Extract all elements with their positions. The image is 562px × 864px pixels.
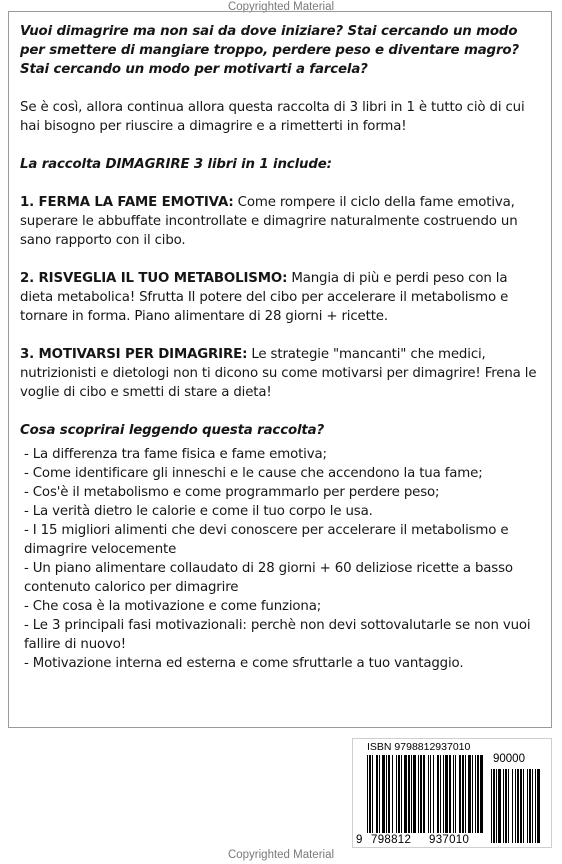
barcode-bar [428, 755, 429, 833]
barcode-bar [404, 755, 407, 833]
barcode-bar [465, 755, 466, 833]
watermark-top: Copyrighted Material [227, 1, 335, 13]
barcode-bar [388, 755, 390, 833]
barcode-bar [420, 755, 422, 833]
barcode-bar [445, 755, 448, 833]
ean-prefix-digit: 9 [356, 834, 363, 846]
book-title-1: 1. FERMA LA FAME EMOTIVA: [20, 195, 234, 210]
book-item-1 [20, 193, 542, 250]
ean-left-digits: 798812 [371, 834, 412, 846]
barcode-bar [379, 755, 380, 833]
barcode-bar [437, 755, 439, 833]
barcode-bar [455, 755, 456, 833]
barcode-bar [408, 755, 410, 833]
barcode-bar [386, 755, 387, 833]
bullet-item: - I 15 migliori alimenti che devi conoscere per accelerare il metabolismo e dimagrire velocemente [24, 523, 509, 557]
intro-paragraph: Se è così, allora continua allora questa raccolta di 3 libri in 1 è tutto ciò di cui hai bisogno per riuscire a dimagrire e a rimetterti in forma! [20, 100, 525, 134]
barcode-addon-bar [493, 769, 495, 843]
bullet-item: - Come identificare gli inneschi e le cause che accendono la tua fame; [24, 466, 483, 481]
barcode-addon-bar [537, 769, 540, 843]
bullet-item: - Un piano alimentare collaudato di 28 giorni + 60 deliziose ricette a basso contenuto calorico per dimagrire [24, 561, 513, 595]
barcode-bar [443, 755, 444, 833]
barcode-bar [477, 755, 479, 833]
barcode-bar [396, 755, 397, 833]
back-cover-text-panel [8, 11, 552, 728]
barcode-bar [382, 755, 385, 833]
barcode-addon-bar [503, 769, 504, 843]
barcode-bar [423, 755, 425, 833]
bullet-item: - La differenza tra fame fisica e fame emotiva; [24, 447, 327, 462]
barcode-bar [418, 755, 419, 833]
barcode-bar [462, 755, 464, 833]
barcode-bar [449, 755, 451, 833]
book-item-3 [20, 345, 542, 402]
discover-heading: Cosa scoprirai leggendo questa raccolta? [20, 423, 325, 438]
barcode-addon-bar [520, 769, 522, 843]
barcode-bar [430, 755, 431, 833]
barcode-bar [433, 755, 434, 833]
isbn-label: ISBN 9798812937010 [367, 741, 471, 753]
barcode-addon-bar [512, 769, 513, 843]
barcode-bar [475, 755, 476, 833]
barcode-addon-bar [508, 769, 509, 843]
barcode-bar [480, 755, 483, 833]
barcode-bar [411, 755, 412, 833]
barcode-addon-bar [529, 769, 531, 843]
bullet-item: - Cos'è il metabolismo e come programmarlo per perdere peso; [24, 485, 440, 500]
book-title-3: 3. MOTIVARSI PER DIMAGRIRE: [20, 347, 248, 362]
ean-right-digits: 937010 [429, 834, 470, 846]
barcode-addon-bar [491, 769, 492, 843]
bullet-item: - Le 3 principali fasi motivazionali: perchè non devi sottovalutarle se non vuoi fallire di nuovo! [24, 618, 531, 652]
barcode-bar [376, 755, 378, 833]
barcode-bar [398, 755, 400, 833]
barcode-bar [440, 755, 441, 833]
barcode-addon-bar [532, 769, 533, 843]
price-code: 90000 [493, 753, 525, 765]
book-desc-2: Mangia di più e perdi peso con la dieta metabolica! Sfrutta Il potere del cibo per accelerare il metabolismo e tornare in forma. Piano alimentare di 28 giorni + ricette. [20, 271, 509, 324]
barcode-bar [413, 755, 416, 833]
book-desc-3: Le strategie "mancanti" che medici, nutrizionisti e dietologi non ti dicono su come motivarsi per dimagrire! Frena le voglie di cibo e smetti di stare a dieta! [20, 347, 537, 400]
barcode-bars [353, 739, 553, 849]
bullet-item: - Che cosa è la motivazione e come funziona; [24, 599, 322, 614]
includes-heading: La raccolta DIMAGRIRE 3 libri in 1 include: [20, 157, 332, 172]
barcode-bar [369, 755, 371, 833]
barcode-addon-bar [515, 769, 516, 843]
book-item-2 [20, 269, 542, 326]
barcode-addon-bar [535, 769, 536, 843]
barcode-addon-bar [498, 769, 501, 843]
barcode-bar [459, 755, 461, 833]
barcode-bar [468, 755, 471, 833]
barcode-addon-bar [505, 769, 507, 843]
barcode-bar [472, 755, 473, 833]
book-title-2: 2. RISVEGLIA IL TUO METABOLISMO: [20, 271, 288, 286]
barcode-bar [453, 755, 454, 833]
bullet-list [20, 445, 542, 673]
barcode-bar [372, 755, 373, 833]
barcode-bar [401, 755, 402, 833]
barcode-addon-bar [496, 769, 497, 843]
bullet-item: - Motivazione interna ed esterna e come sfruttarle a tuo vantaggio. [24, 656, 464, 671]
barcode-addon-bar [517, 769, 519, 843]
barcode-bar [392, 755, 393, 833]
barcode-addon-bar [523, 769, 524, 843]
isbn-barcode [352, 738, 552, 848]
book-desc-1: Come rompere il ciclo della fame emotiva, superare le abbuffate incontrollate e dimagrire naturalmente costruendo un sano rapporto con il cibo. [20, 195, 518, 248]
barcode-addon-bar [527, 769, 528, 843]
bullet-item: - La verità dietro le calorie e come il tuo corpo le usa. [24, 504, 373, 519]
watermark-bottom: Copyrighted Material [227, 849, 335, 861]
barcode-bar [367, 755, 368, 833]
intro-text: Vuoi dimagrire ma non sai da dove iniziare? Stai cercando un modo per smettere di mangiare troppo, perdere peso e diventare magro? Stai cercando un modo per motivarti a farcela? [20, 24, 520, 77]
